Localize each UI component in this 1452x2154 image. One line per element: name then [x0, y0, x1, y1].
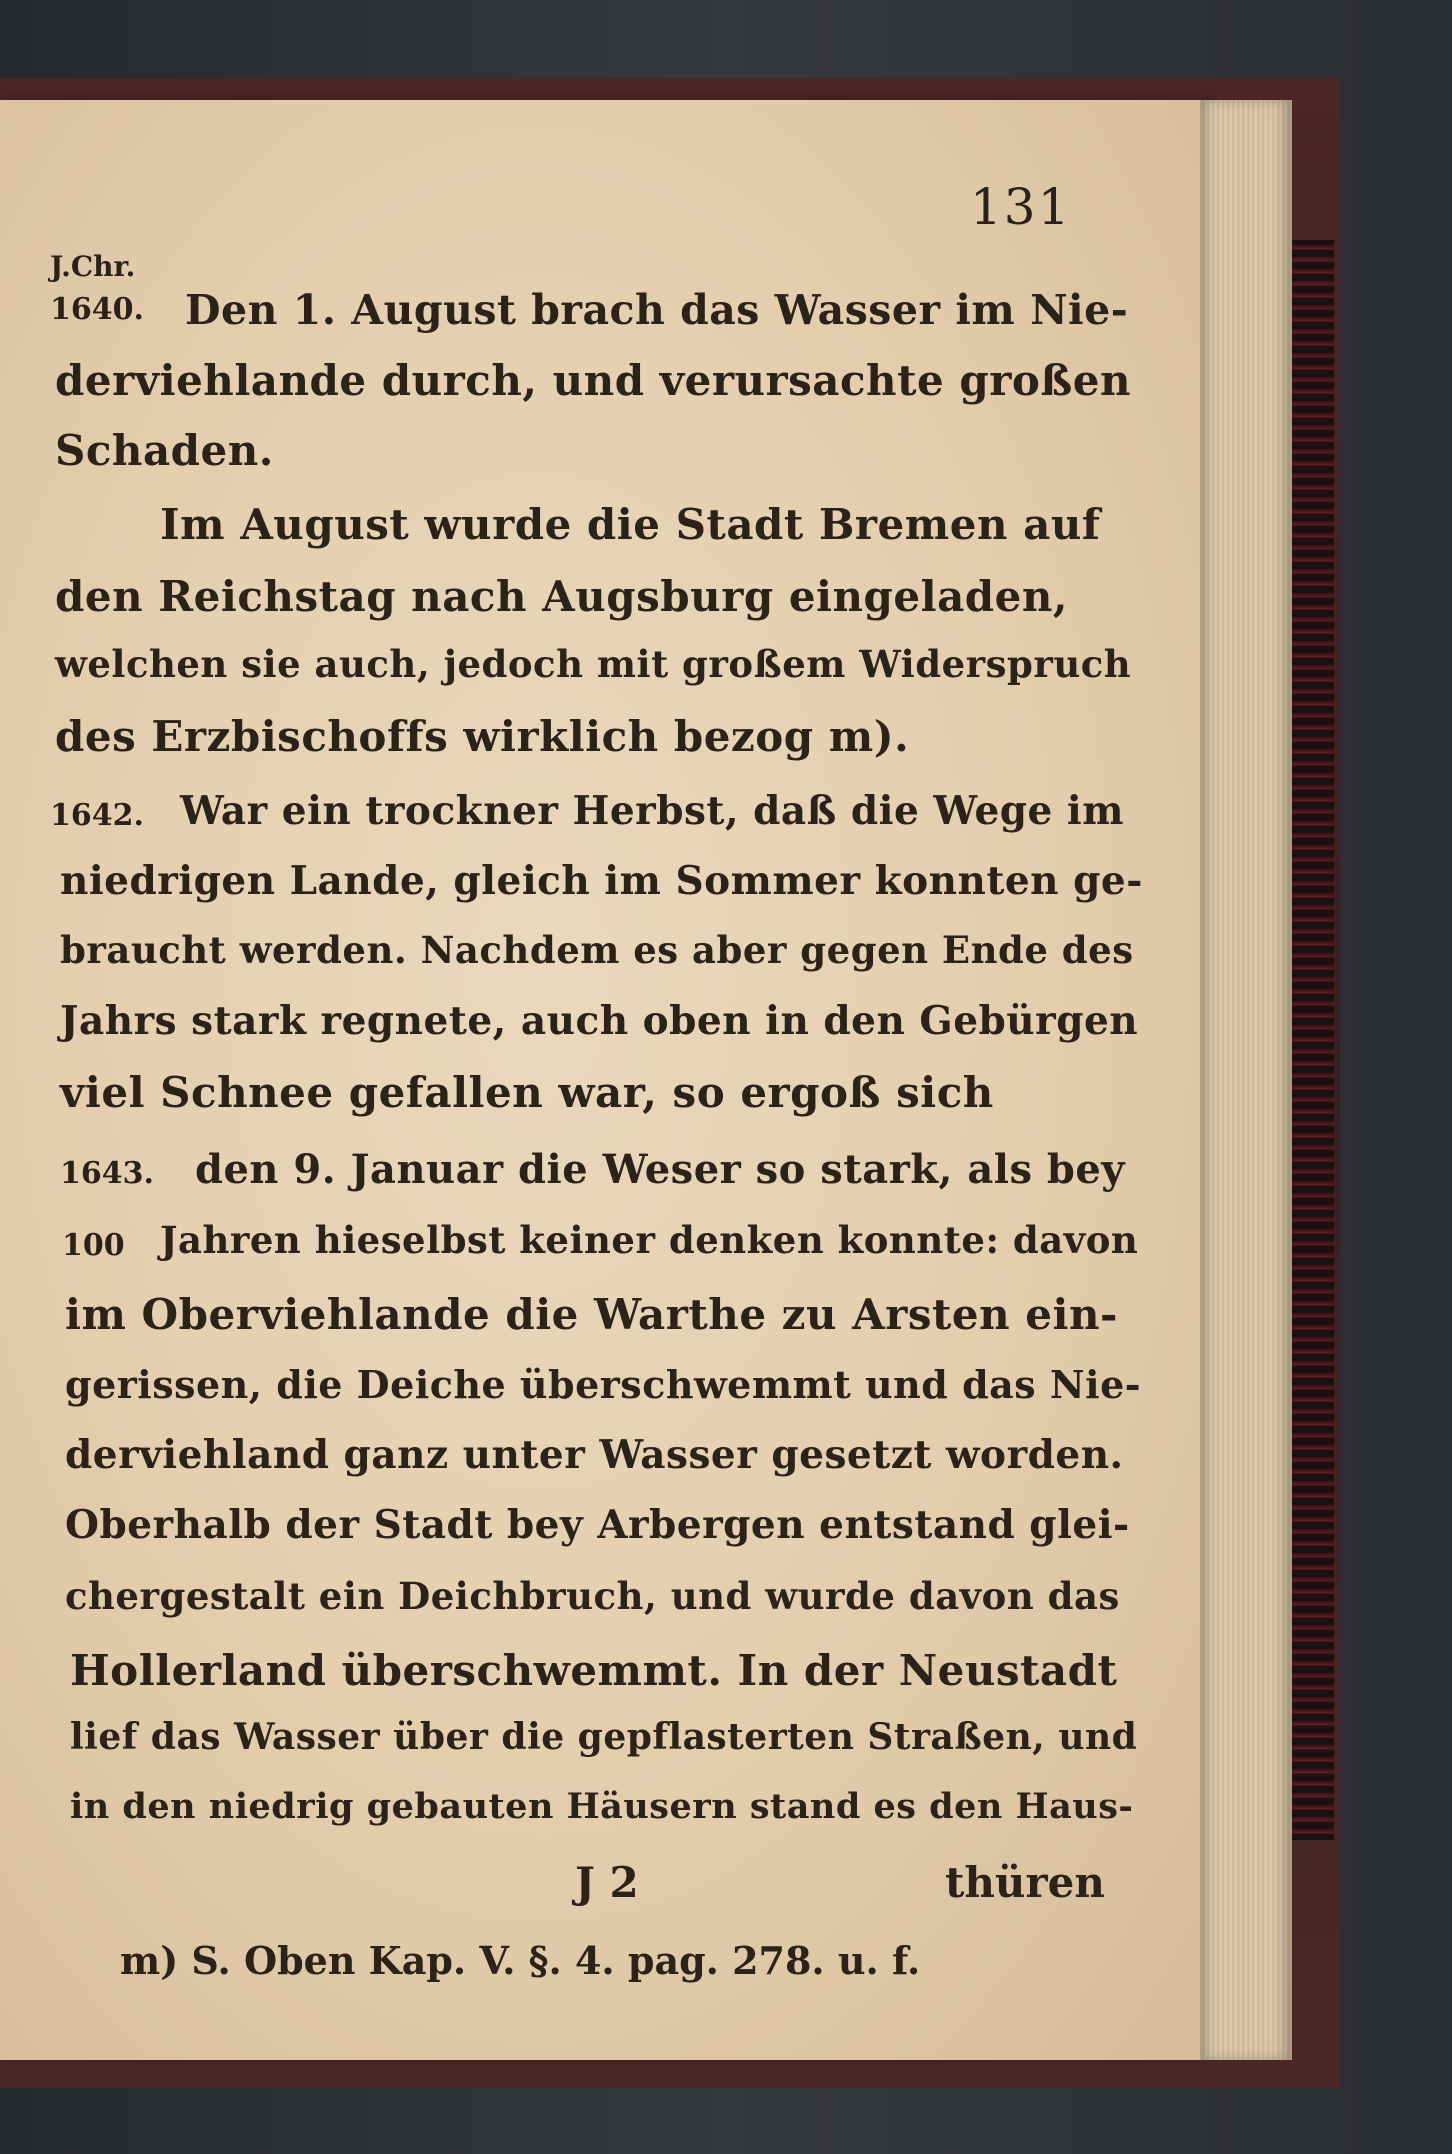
text-line: Jahren hieselbst keiner denken konnte: davon [160, 1218, 1139, 1262]
text-line: welchen sie auch, jedoch mit großem Widerspruch [55, 642, 1132, 686]
text-line: Oberhalb der Stadt bey Arbergen entstand glei- [65, 1502, 1130, 1548]
book-page [0, 100, 1200, 2060]
year-1640: 1640. [50, 292, 144, 327]
text-line: Jahrs stark regnete, auch oben in den Gebürgen [60, 998, 1139, 1044]
text-line: den Reichstag nach Augsburg eingeladen, [55, 572, 1069, 621]
year-100: 100 [62, 1228, 125, 1263]
footnote: m) S. Oben Kap. V. §. 4. pag. 278. u. f. [120, 1938, 921, 1983]
text-line: viel Schnee gefallen war, so ergoß sich [60, 1068, 994, 1117]
text-line: in den niedrig gebauten Häusern stand es den Haus- [70, 1786, 1134, 1827]
text-line: Schaden. [55, 426, 274, 475]
year-1642: 1642. [50, 798, 144, 833]
text-line: lief das Wasser über die gepflasterten Straßen, und [70, 1716, 1138, 1758]
text-line: braucht werden. Nachdem es aber gegen Ende des [60, 928, 1134, 972]
margin-header: J.Chr. [50, 250, 136, 283]
text-line: gerissen, die Deiche überschwemmt und das Nie- [65, 1362, 1142, 1407]
page-number: 131 [970, 178, 1072, 236]
text-line: Den 1. August brach das Wasser im Nie- [185, 286, 1129, 334]
text-line: Im August wurde die Stadt Bremen auf [160, 500, 1101, 549]
text-line: chergestalt ein Deichbruch, und wurde davon das [65, 1574, 1120, 1618]
text-line: niedrigen Lande, gleich im Sommer konnten ge- [60, 858, 1143, 904]
text-line: War ein trockner Herbst, daß die Wege im [180, 788, 1125, 834]
page-edges [1190, 100, 1292, 2060]
text-line: derviehland ganz unter Wasser gesetzt worden. [65, 1432, 1124, 1478]
signature-mark: J 2 [575, 1858, 639, 1907]
text-line: im Oberviehlande die Warthe zu Arsten ein- [65, 1290, 1118, 1339]
text-line: den 9. Januar die Weser so stark, als bey [195, 1146, 1126, 1193]
year-1643: 1643. [60, 1156, 154, 1191]
catchword: thüren [945, 1858, 1105, 1907]
text-line: Hollerland überschwemmt. In der Neustadt [70, 1646, 1118, 1695]
text-line: des Erzbischoffs wirklich bezog m). [55, 712, 910, 761]
text-line: derviehlande durch, und verursachte großen [55, 356, 1132, 405]
